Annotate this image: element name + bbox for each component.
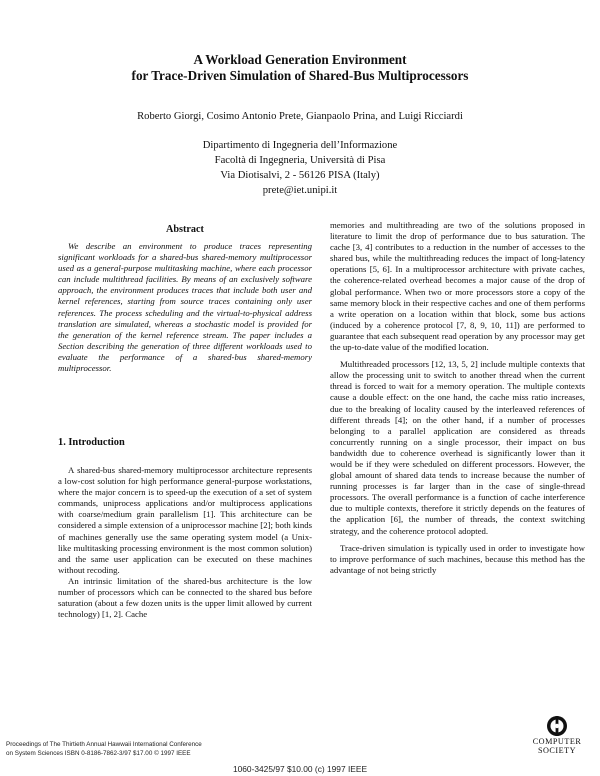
computer-society-logo xyxy=(521,715,593,755)
footer-line-2: on System Sciences ISBN 0-8186-7862-3/97 $17.00 © 1997 IEEE xyxy=(6,749,191,757)
affiliation-email: prete@iet.unipi.it xyxy=(262,185,338,196)
right-column-body xyxy=(330,220,585,582)
logo-line-2: SOCIETY xyxy=(537,746,577,755)
copyright-line: 1060-3425/97 $10.00 (c) 1997 IEEE xyxy=(232,764,368,774)
section-heading-introduction: 1. Introduction xyxy=(58,437,125,448)
computer-society-emblem-icon xyxy=(546,715,568,737)
paragraph: Trace-driven simulation is typically used in order to investigate how to improve performance of such machines, because this method has the advantage of not being strictly xyxy=(330,542,585,575)
affiliation-faculty: Facoltà di Ingegneria, Università di Pisa xyxy=(214,155,386,166)
footer-line-1: Proceedings of The Thirtieth Annual Hawwaii International Conference xyxy=(6,741,202,748)
affiliation xyxy=(0,138,600,198)
paragraph: A shared-bus shared-memory multiprocessor architecture represents a low-cost solution for high performance general-purpose workstations, where the major concern is to speed-up the execution of a set of system commands, uniprocess applications and/or multiprocess applications with coarse/medium grain parallelism [1]. This architecture can be considered a simple extension of a uniprocessor machine [2]; both kinds of machines generally use the same operating system model (a Unix-like multitasking processing environment is the most common solution) and the same user application can be executed on these machines without recoding. xyxy=(58,465,312,575)
introduction-body xyxy=(58,465,312,620)
paragraph: An intrinsic limitation of the shared-bus architecture is the low number of processors which can be connected to the shared bus before saturation (about a few dozen units is the upper limit allowed by current technology) [1, 2]. Cache xyxy=(58,575,312,620)
proceedings-footer xyxy=(6,741,202,758)
abstract-heading: Abstract xyxy=(166,224,204,235)
affiliation-department: Dipartimento di Ingegneria dell’Informazione xyxy=(202,140,398,151)
paragraph: memories and multithreading are two of the solutions proposed in literature to limit the drop of performance due to bus saturation. The cache [3, 4] contributes to a reduction in the number of accesses to the shared bus, while the multithreading reduces the impact of long-latency operations [5, 6]. In a multiprocessor architecture with private caches, the coherence-related overhead becomes a major cause of the drop of global performance. When two or more processors store a copy of the same memory block in their respective caches and one of them performs a write operation on a location within that block, some bus actions (induced by a coherence protocol [7, 8, 9, 10, 11]) are performed to guarantee that each subsequent read operation by any processor may get the up-to-date value of the modified location. xyxy=(330,220,585,353)
abstract-text: We describe an environment to produce traces representing significant workloads for a shared-bus shared-memory multiprocessor used as a general-purpose multitasking machine, where each processor can include multithread facilities. By means of an exclusively software approach, the environment produces traces that include both user and kernel references, starting from source traces containing only user references. The process scheduling and the virtual-to-physical address translation are simulated, whereas a stochastic model is provided for the generation of the kernel reference stream. The paper includes a Section describing the generation of three different workloads used to evaluate the performance of a shared-bus shared-memory multiprocessor. xyxy=(58,241,312,374)
affiliation-address: Via Diotisalvi, 2 - 56126 PISA (Italy) xyxy=(220,170,380,181)
title-line-2: for Trace-Driven Simulation of Shared-Bus Multiprocessors xyxy=(131,68,469,83)
title-line-1: A Workload Generation Environment xyxy=(193,52,407,67)
logo-line-1: COMPUTER xyxy=(532,737,582,746)
paper-title xyxy=(0,52,600,84)
author-list: Roberto Giorgi, Cosimo Antonio Prete, Gianpaolo Prina, and Luigi Ricciardi xyxy=(137,111,463,122)
paragraph: Multithreaded processors [12, 13, 5, 2] include multiple contexts that allow the processing unit to switch to another thread when the current thread is forced to wait for a memory operation. The multiple contexts cause a double effect: on the one hand, the cache miss ratio increases, due to the breaking of locality caused by the interleaved references of different threads [4]; on the other hand, if a number of processes belonging to a parallel application are considered as threads concurrently running on a single processor, their impact on bus bandwidth due to coherence overhead is significantly lower than it would be if they were scheduled on different processors. However, the global amount of shared data tends to increase because the number of running processes is far larger than in the case of single-thread processors. The overall performance is a function of cache interference due to multiple contexts, therefore it strictly depends on the features of the application [6], the number of threads, the context switching strategy, and the coherence protocol adopted. xyxy=(330,359,585,536)
